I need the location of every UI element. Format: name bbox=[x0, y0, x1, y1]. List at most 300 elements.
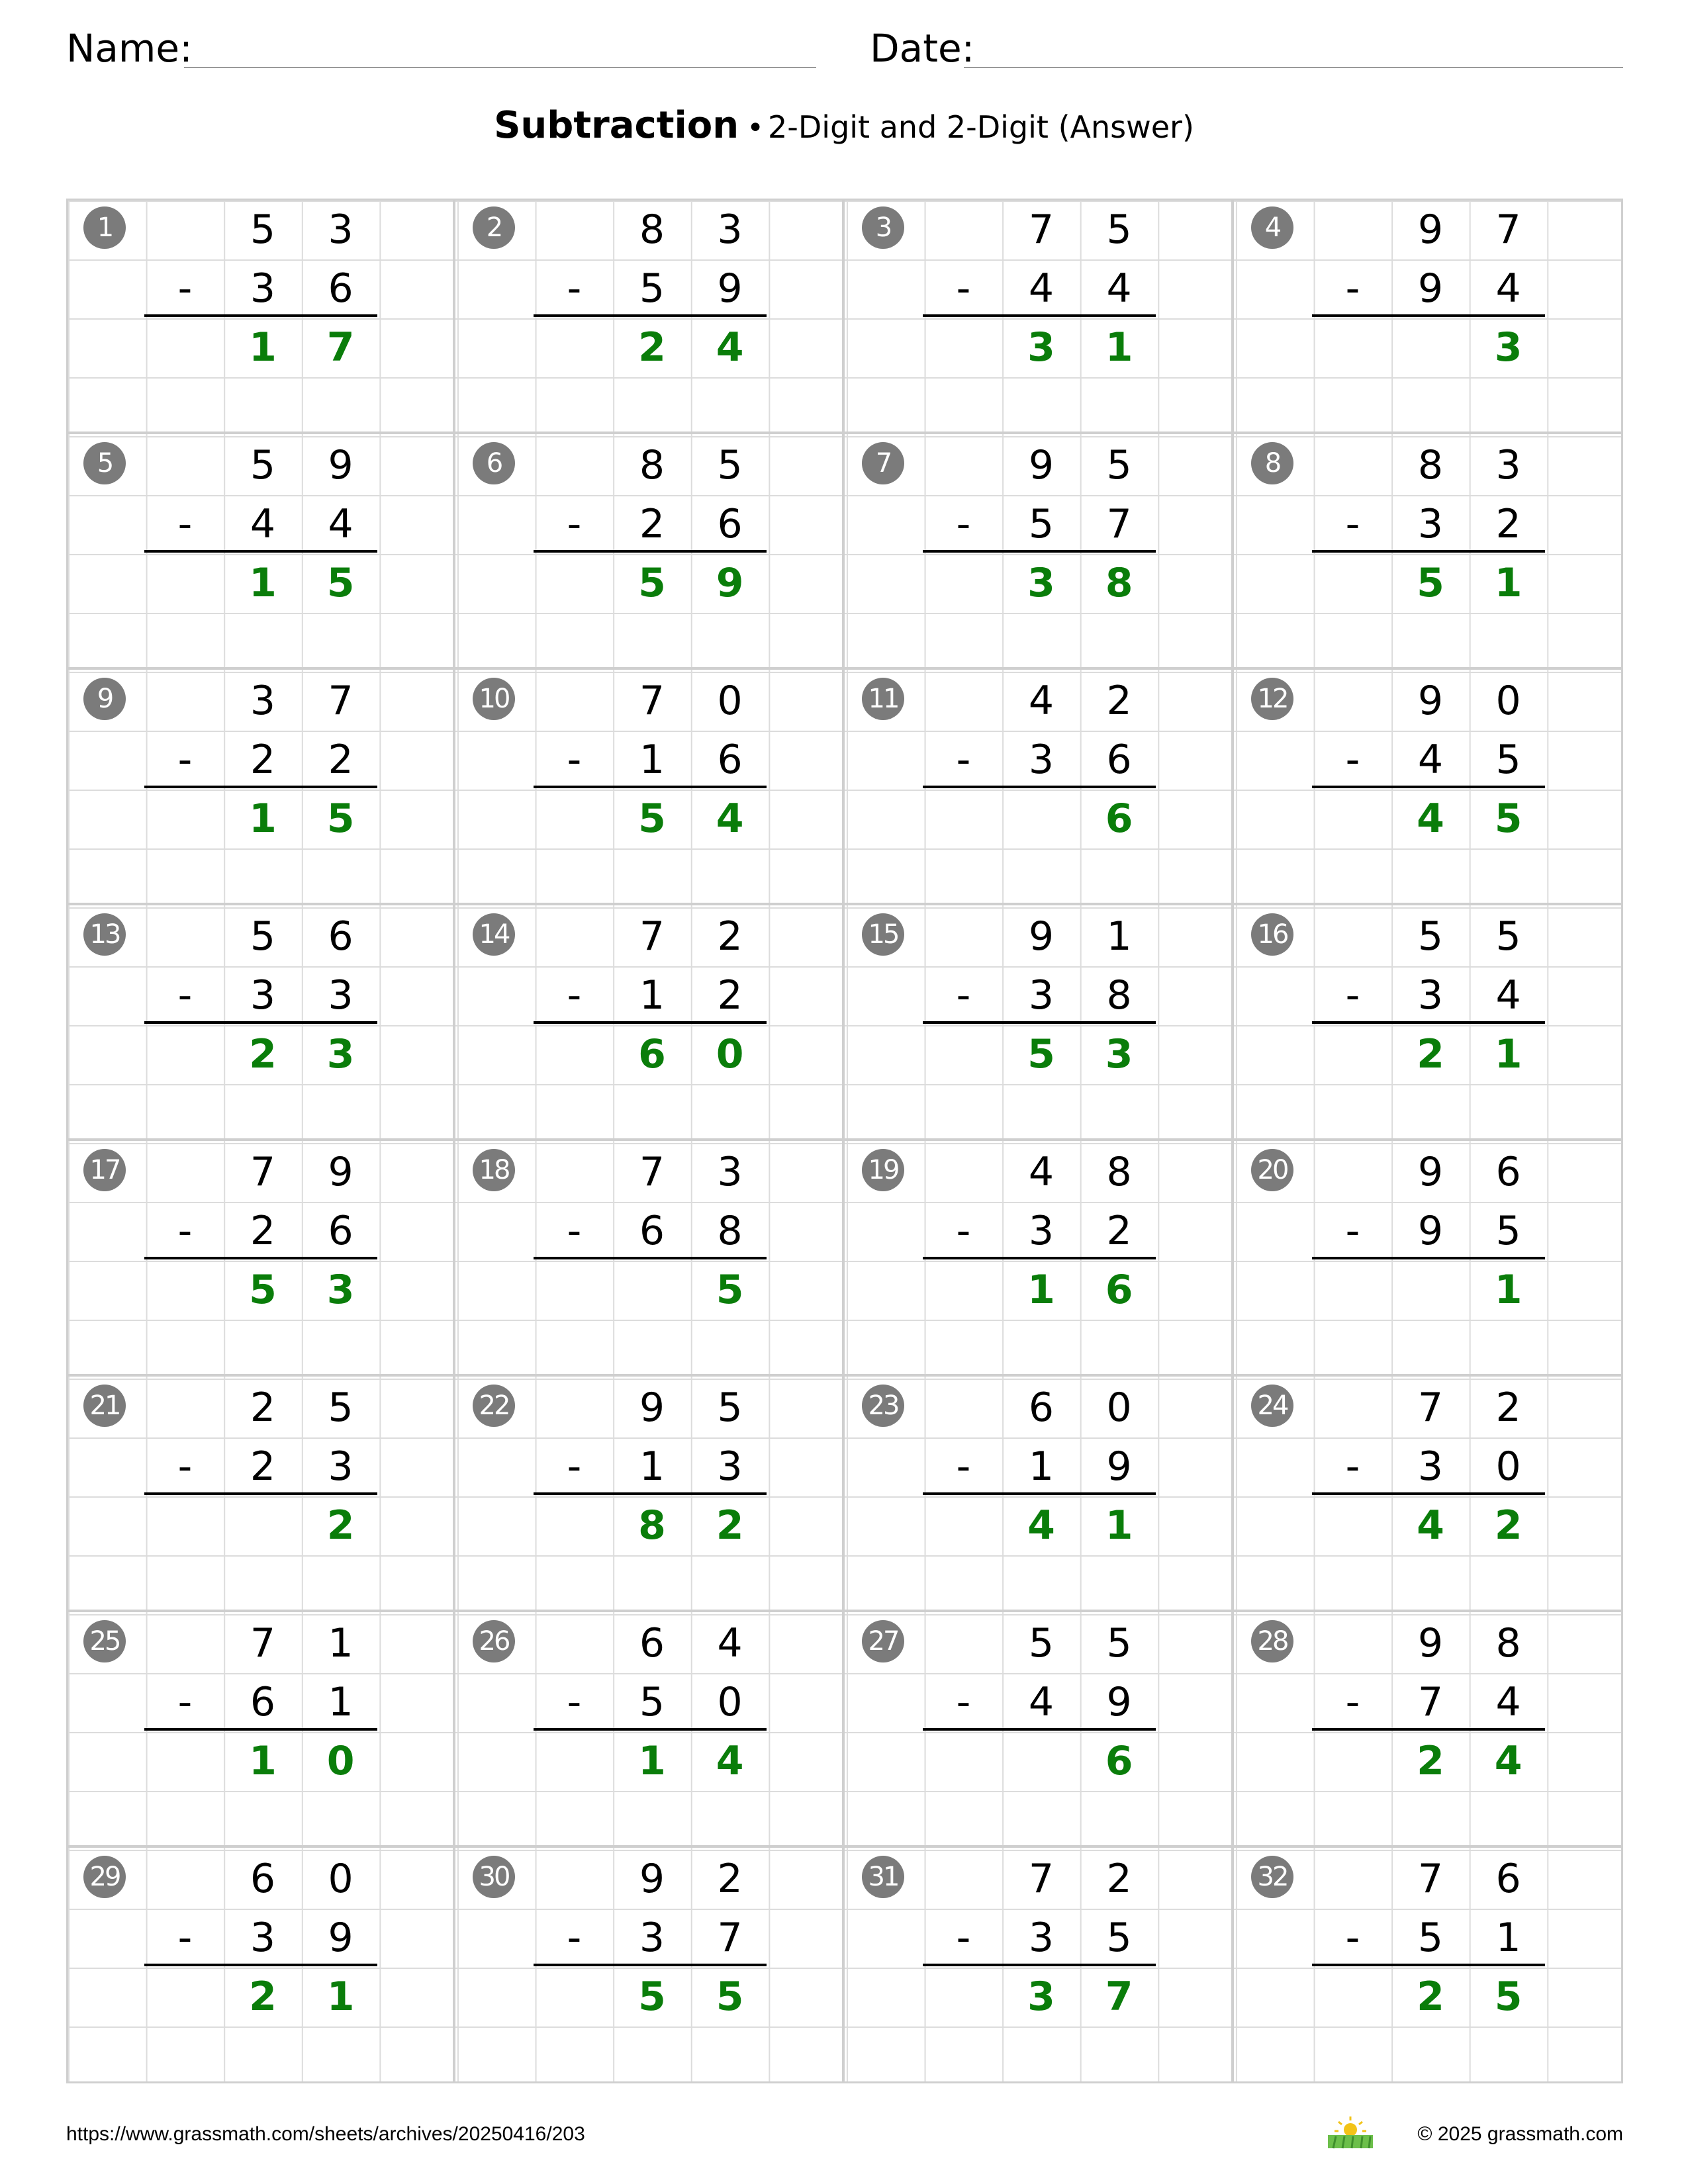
answer-rule bbox=[923, 786, 1156, 788]
subtrahend-tens: 2 bbox=[250, 1208, 276, 1254]
footer-copyright: © 2025 grassmath.com bbox=[1417, 2123, 1623, 2145]
problem-8 bbox=[1234, 434, 1623, 670]
problem-31 bbox=[845, 1848, 1234, 2083]
answer-rule bbox=[144, 1964, 378, 1966]
minuend-ones: 2 bbox=[1106, 1856, 1132, 1902]
minus-sign: - bbox=[177, 1679, 193, 1725]
minuend-ones: 5 bbox=[717, 442, 743, 488]
problem-number-badge: 17 bbox=[83, 1149, 126, 1191]
subtrahend-ones: 3 bbox=[717, 1443, 743, 1490]
answer-ones[interactable]: 3 bbox=[326, 1267, 355, 1313]
minuend-ones: 0 bbox=[1495, 678, 1521, 724]
subtrahend-tens: 1 bbox=[639, 1443, 665, 1490]
minus-sign: - bbox=[567, 737, 582, 783]
minuend-tens: 3 bbox=[250, 678, 276, 724]
minuend-tens: 5 bbox=[250, 442, 276, 488]
problem-25 bbox=[66, 1612, 455, 1848]
minus-sign: - bbox=[177, 265, 193, 312]
sun-over-grass-icon bbox=[1327, 2114, 1374, 2150]
title-separator: • bbox=[747, 111, 765, 145]
problem-21 bbox=[66, 1377, 455, 1612]
minus-sign: - bbox=[1345, 501, 1360, 547]
minus-sign: - bbox=[177, 1915, 193, 1961]
problem-28 bbox=[1234, 1612, 1623, 1848]
minuend-ones: 5 bbox=[1106, 1620, 1132, 1666]
answer-rule bbox=[1312, 550, 1546, 553]
problem-32 bbox=[1234, 1848, 1623, 2083]
answer-tens[interactable]: 8 bbox=[638, 1502, 666, 1549]
subtrahend-ones: 4 bbox=[1106, 265, 1132, 312]
problem-1 bbox=[66, 199, 455, 434]
answer-tens[interactable]: 4 bbox=[1417, 796, 1444, 842]
minus-sign: - bbox=[1345, 737, 1360, 783]
problem-7 bbox=[845, 434, 1234, 670]
subtrahend-ones: 6 bbox=[1106, 737, 1132, 783]
subtrahend-tens: 2 bbox=[639, 501, 665, 547]
subtrahend-tens: 3 bbox=[1028, 737, 1055, 783]
minuend-tens: 5 bbox=[250, 206, 276, 253]
problem-number-badge: 8 bbox=[1251, 442, 1293, 484]
subtrahend-ones: 7 bbox=[717, 1915, 743, 1961]
minuend-tens: 9 bbox=[639, 1856, 665, 1902]
problem-6 bbox=[455, 434, 845, 670]
subtrahend-ones: 2 bbox=[717, 972, 743, 1019]
problem-23 bbox=[845, 1377, 1234, 1612]
answer-rule bbox=[923, 1021, 1156, 1024]
answer-ones[interactable]: 2 bbox=[1494, 1502, 1523, 1549]
answer-tens[interactable]: 4 bbox=[1417, 1502, 1444, 1549]
minus-sign: - bbox=[177, 972, 193, 1019]
minus-sign: - bbox=[1345, 972, 1360, 1019]
minuend-tens: 6 bbox=[1028, 1385, 1055, 1431]
problem-19 bbox=[845, 1141, 1234, 1377]
subtrahend-ones: 9 bbox=[1106, 1679, 1132, 1725]
minus-sign: - bbox=[177, 1443, 193, 1490]
minuend-tens: 7 bbox=[639, 913, 665, 960]
answer-ones[interactable]: 2 bbox=[716, 1502, 744, 1549]
minuend-ones: 3 bbox=[328, 206, 353, 253]
minuend-ones: 0 bbox=[717, 678, 743, 724]
minuend-ones: 1 bbox=[328, 1620, 353, 1666]
subtrahend-tens: 3 bbox=[1417, 1443, 1444, 1490]
minuend-ones: 2 bbox=[717, 913, 743, 960]
answer-rule bbox=[534, 1492, 767, 1495]
problem-number-badge: 29 bbox=[83, 1856, 126, 1898]
answer-tens[interactable] bbox=[1391, 318, 1470, 377]
subtrahend-ones: 1 bbox=[1495, 1915, 1521, 1961]
problem-number-badge: 9 bbox=[83, 678, 126, 720]
problem-number-badge: 15 bbox=[862, 913, 904, 956]
answer-ones[interactable]: 3 bbox=[1105, 1031, 1133, 1077]
subtrahend-ones: 3 bbox=[328, 1443, 353, 1490]
subtrahend-ones: 8 bbox=[717, 1208, 743, 1254]
answer-rule bbox=[923, 314, 1156, 317]
answer-ones[interactable]: 5 bbox=[1494, 796, 1523, 842]
name-line[interactable] bbox=[184, 67, 816, 68]
answer-ones[interactable]: 7 bbox=[1105, 1974, 1133, 2020]
answer-tens[interactable]: 2 bbox=[249, 1974, 277, 2020]
answer-rule bbox=[144, 1257, 378, 1259]
minuend-tens: 5 bbox=[1028, 1620, 1055, 1666]
minuend-tens: 8 bbox=[639, 442, 665, 488]
answer-rule bbox=[144, 1492, 378, 1495]
date-label: Date: bbox=[870, 26, 975, 71]
answer-rule bbox=[534, 1257, 767, 1259]
problem-13 bbox=[66, 905, 455, 1141]
answer-ones[interactable]: 6 bbox=[1105, 796, 1133, 842]
problem-number-badge: 26 bbox=[473, 1620, 515, 1662]
answer-rule bbox=[144, 550, 378, 553]
answer-ones[interactable]: 1 bbox=[1105, 1502, 1133, 1549]
subtrahend-ones: 6 bbox=[328, 265, 353, 312]
subtrahend-ones: 6 bbox=[328, 1208, 353, 1254]
problem-number-badge: 32 bbox=[1251, 1856, 1293, 1898]
minuend-ones: 7 bbox=[328, 678, 353, 724]
minus-sign: - bbox=[956, 1208, 971, 1254]
subtrahend-ones: 4 bbox=[1495, 1679, 1521, 1725]
subtrahend-tens: 9 bbox=[1417, 1208, 1444, 1254]
subtrahend-tens: 4 bbox=[1417, 737, 1444, 783]
problem-29 bbox=[66, 1848, 455, 2083]
subtrahend-ones: 3 bbox=[328, 972, 353, 1019]
answer-rule bbox=[144, 1728, 378, 1731]
answer-tens[interactable]: 1 bbox=[249, 560, 277, 606]
problem-number-badge: 30 bbox=[473, 1856, 515, 1898]
footer-url[interactable]: https://www.grassmath.com/sheets/archives/20250416/203 bbox=[66, 2123, 585, 2145]
minus-sign: - bbox=[567, 1443, 582, 1490]
answer-ones[interactable]: 6 bbox=[1105, 1738, 1133, 1784]
minus-sign: - bbox=[567, 1915, 582, 1961]
subtrahend-ones: 5 bbox=[1106, 1915, 1132, 1961]
answer-rule bbox=[923, 1964, 1156, 1966]
subtrahend-tens: 3 bbox=[1028, 1915, 1055, 1961]
minus-sign: - bbox=[177, 1208, 193, 1254]
minuend-tens: 4 bbox=[1028, 1149, 1055, 1195]
problem-number-badge: 18 bbox=[473, 1149, 515, 1191]
answer-ones[interactable]: 3 bbox=[1494, 324, 1523, 371]
name-label: Name: bbox=[66, 26, 193, 71]
problem-number-badge: 28 bbox=[1251, 1620, 1293, 1662]
subtrahend-tens: 3 bbox=[1417, 501, 1444, 547]
minuend-tens: 5 bbox=[250, 913, 276, 960]
answer-ones[interactable]: 5 bbox=[1494, 1974, 1523, 2020]
answer-rule bbox=[1312, 1492, 1546, 1495]
answer-rule bbox=[534, 550, 767, 553]
answer-rule bbox=[923, 1492, 1156, 1495]
minus-sign: - bbox=[567, 1208, 582, 1254]
answer-tens[interactable]: 1 bbox=[1027, 1267, 1055, 1313]
minuend-ones: 3 bbox=[717, 1149, 743, 1195]
problem-24 bbox=[1234, 1377, 1623, 1612]
answer-ones[interactable]: 1 bbox=[1494, 1267, 1523, 1313]
answer-tens[interactable]: 2 bbox=[1417, 1738, 1444, 1784]
minus-sign: - bbox=[1345, 1208, 1360, 1254]
problem-number-badge: 2 bbox=[473, 206, 515, 249]
minus-sign: - bbox=[956, 1679, 971, 1725]
answer-tens[interactable]: 5 bbox=[638, 560, 666, 606]
problem-number-badge: 25 bbox=[83, 1620, 126, 1662]
answer-rule bbox=[923, 1728, 1156, 1731]
problem-26 bbox=[455, 1612, 845, 1848]
minuend-ones: 2 bbox=[717, 1856, 743, 1902]
answer-rule bbox=[534, 1021, 767, 1024]
subtrahend-tens: 1 bbox=[639, 737, 665, 783]
minuend-tens: 7 bbox=[639, 678, 665, 724]
answer-ones[interactable]: 3 bbox=[326, 1031, 355, 1077]
answer-ones[interactable]: 5 bbox=[716, 1974, 744, 2020]
answer-tens[interactable]: 3 bbox=[1027, 560, 1055, 606]
minuend-tens: 6 bbox=[639, 1620, 665, 1666]
subtrahend-tens: 9 bbox=[1417, 265, 1444, 312]
answer-tens[interactable]: 1 bbox=[249, 324, 277, 371]
answer-ones[interactable]: 4 bbox=[1494, 1738, 1523, 1784]
minus-sign: - bbox=[177, 501, 193, 547]
problem-22 bbox=[455, 1377, 845, 1612]
subtrahend-tens: 7 bbox=[1417, 1679, 1444, 1725]
answer-rule bbox=[534, 314, 767, 317]
subtrahend-ones: 9 bbox=[1106, 1443, 1132, 1490]
problem-18 bbox=[455, 1141, 845, 1377]
problem-2 bbox=[455, 199, 845, 434]
problem-number-badge: 24 bbox=[1251, 1385, 1293, 1427]
answer-tens[interactable]: 2 bbox=[638, 324, 666, 371]
answer-tens[interactable] bbox=[1391, 1261, 1470, 1320]
problem-17 bbox=[66, 1141, 455, 1377]
subtrahend-ones: 6 bbox=[717, 501, 743, 547]
problem-16 bbox=[1234, 905, 1623, 1141]
answer-tens[interactable] bbox=[1002, 790, 1080, 848]
minuend-tens: 9 bbox=[1417, 1149, 1444, 1195]
minuend-tens: 9 bbox=[639, 1385, 665, 1431]
minuend-ones: 6 bbox=[328, 913, 353, 960]
minuend-ones: 5 bbox=[717, 1385, 743, 1431]
problem-number-badge: 13 bbox=[83, 913, 126, 956]
answer-rule bbox=[144, 1021, 378, 1024]
problem-11 bbox=[845, 670, 1234, 905]
problem-number-badge: 11 bbox=[862, 678, 904, 720]
answer-rule bbox=[144, 786, 378, 788]
answer-ones[interactable]: 0 bbox=[326, 1738, 355, 1784]
subtrahend-tens: 3 bbox=[250, 265, 276, 312]
minuend-ones: 0 bbox=[328, 1856, 353, 1902]
minuend-ones: 7 bbox=[1495, 206, 1521, 253]
problem-12 bbox=[1234, 670, 1623, 905]
minus-sign: - bbox=[1345, 1443, 1360, 1490]
answer-rule bbox=[534, 1964, 767, 1966]
answer-tens[interactable]: 2 bbox=[1417, 1031, 1444, 1077]
problem-30 bbox=[455, 1848, 845, 2083]
minuend-tens: 9 bbox=[1417, 1620, 1444, 1666]
subtrahend-tens: 5 bbox=[639, 265, 665, 312]
subtrahend-tens: 2 bbox=[250, 737, 276, 783]
subtrahend-tens: 5 bbox=[1028, 501, 1055, 547]
answer-ones[interactable]: 1 bbox=[1494, 560, 1523, 606]
subtrahend-tens: 3 bbox=[1417, 972, 1444, 1019]
subtrahend-ones: 0 bbox=[1495, 1443, 1521, 1490]
answer-ones[interactable]: 9 bbox=[716, 560, 744, 606]
problem-number-badge: 7 bbox=[862, 442, 904, 484]
minuend-tens: 7 bbox=[1028, 206, 1055, 253]
problem-9 bbox=[66, 670, 455, 905]
minus-sign: - bbox=[956, 1915, 971, 1961]
minuend-ones: 5 bbox=[1495, 913, 1521, 960]
problem-10 bbox=[455, 670, 845, 905]
minuend-ones: 6 bbox=[1495, 1856, 1521, 1902]
answer-ones[interactable]: 8 bbox=[1105, 560, 1133, 606]
problem-number-badge: 1 bbox=[83, 206, 126, 249]
minuend-tens: 4 bbox=[1028, 678, 1055, 724]
answer-tens[interactable] bbox=[224, 1496, 302, 1555]
minuend-tens: 7 bbox=[1417, 1856, 1444, 1902]
answer-tens[interactable]: 5 bbox=[638, 1974, 666, 2020]
minuend-tens: 9 bbox=[1028, 913, 1055, 960]
subtrahend-tens: 3 bbox=[1028, 972, 1055, 1019]
minus-sign: - bbox=[956, 972, 971, 1019]
problem-grid bbox=[66, 199, 1623, 2083]
minuend-ones: 4 bbox=[717, 1620, 743, 1666]
answer-tens[interactable] bbox=[613, 1261, 691, 1320]
answer-ones[interactable]: 5 bbox=[716, 1267, 744, 1313]
subtrahend-ones: 1 bbox=[328, 1679, 353, 1725]
answer-tens[interactable]: 3 bbox=[1027, 1974, 1055, 2020]
answer-tens[interactable]: 1 bbox=[249, 796, 277, 842]
problem-number-badge: 22 bbox=[473, 1385, 515, 1427]
minus-sign: - bbox=[567, 265, 582, 312]
problem-number-badge: 27 bbox=[862, 1620, 904, 1662]
minuend-tens: 2 bbox=[250, 1385, 276, 1431]
answer-rule bbox=[1312, 786, 1546, 788]
problem-14 bbox=[455, 905, 845, 1141]
minuend-ones: 5 bbox=[1106, 442, 1132, 488]
answer-ones[interactable]: 6 bbox=[1105, 1267, 1133, 1313]
minus-sign: - bbox=[1345, 265, 1360, 312]
minuend-tens: 9 bbox=[1417, 206, 1444, 253]
subtrahend-tens: 3 bbox=[250, 1915, 276, 1961]
problem-number-badge: 20 bbox=[1251, 1149, 1293, 1191]
minus-sign: - bbox=[1345, 1915, 1360, 1961]
problem-number-badge: 14 bbox=[473, 913, 515, 956]
answer-ones[interactable]: 4 bbox=[716, 796, 744, 842]
problem-number-badge: 5 bbox=[83, 442, 126, 484]
answer-tens[interactable]: 2 bbox=[1417, 1974, 1444, 2020]
minus-sign: - bbox=[956, 737, 971, 783]
minus-sign: - bbox=[956, 501, 971, 547]
minuend-tens: 5 bbox=[1417, 913, 1444, 960]
problem-number-badge: 23 bbox=[862, 1385, 904, 1427]
subtrahend-ones: 0 bbox=[717, 1679, 743, 1725]
minuend-ones: 8 bbox=[1495, 1620, 1521, 1666]
subtrahend-tens: 6 bbox=[250, 1679, 276, 1725]
answer-rule bbox=[534, 1728, 767, 1731]
subtrahend-tens: 1 bbox=[1028, 1443, 1055, 1490]
subtrahend-tens: 5 bbox=[1417, 1915, 1444, 1961]
problem-27 bbox=[845, 1612, 1234, 1848]
subtrahend-tens: 4 bbox=[1028, 1679, 1055, 1725]
subtrahend-tens: 3 bbox=[639, 1915, 665, 1961]
answer-tens[interactable]: 2 bbox=[249, 1031, 277, 1077]
date-line[interactable] bbox=[964, 67, 1623, 68]
subtrahend-tens: 2 bbox=[250, 1443, 276, 1490]
answer-ones[interactable]: 5 bbox=[326, 796, 355, 842]
minuend-tens: 6 bbox=[250, 1856, 276, 1902]
subtrahend-ones: 9 bbox=[328, 1915, 353, 1961]
answer-tens[interactable]: 5 bbox=[1417, 560, 1444, 606]
minuend-ones: 6 bbox=[1495, 1149, 1521, 1195]
answer-tens[interactable]: 1 bbox=[249, 1738, 277, 1784]
problem-number-badge: 12 bbox=[1251, 678, 1293, 720]
problem-number-badge: 31 bbox=[862, 1856, 904, 1898]
answer-ones[interactable]: 2 bbox=[326, 1502, 355, 1549]
answer-tens[interactable]: 4 bbox=[1027, 1502, 1055, 1549]
minuend-tens: 9 bbox=[1028, 442, 1055, 488]
answer-rule bbox=[534, 786, 767, 788]
minuend-tens: 7 bbox=[250, 1620, 276, 1666]
answer-tens[interactable]: 6 bbox=[638, 1031, 666, 1077]
minuend-tens: 7 bbox=[639, 1149, 665, 1195]
answer-rule bbox=[1312, 1021, 1546, 1024]
minus-sign: - bbox=[567, 1679, 582, 1725]
minuend-tens: 7 bbox=[1028, 1856, 1055, 1902]
problem-5 bbox=[66, 434, 455, 670]
problem-number-badge: 21 bbox=[83, 1385, 126, 1427]
minus-sign: - bbox=[956, 1443, 971, 1490]
answer-ones[interactable]: 1 bbox=[1105, 324, 1133, 371]
subtrahend-ones: 5 bbox=[1495, 737, 1521, 783]
minuend-ones: 5 bbox=[1106, 206, 1132, 253]
problem-number-badge: 3 bbox=[862, 206, 904, 249]
answer-tens[interactable] bbox=[1002, 1732, 1080, 1791]
answer-ones[interactable]: 0 bbox=[716, 1031, 744, 1077]
subtrahend-tens: 1 bbox=[639, 972, 665, 1019]
answer-rule bbox=[1312, 314, 1546, 317]
answer-tens[interactable]: 5 bbox=[638, 796, 666, 842]
minuend-ones: 9 bbox=[328, 1149, 353, 1195]
answer-tens[interactable]: 1 bbox=[638, 1738, 666, 1784]
problem-number-badge: 19 bbox=[862, 1149, 904, 1191]
minuend-ones: 2 bbox=[1106, 678, 1132, 724]
answer-ones[interactable]: 4 bbox=[716, 324, 744, 371]
problem-number-badge: 4 bbox=[1251, 206, 1293, 249]
answer-tens[interactable]: 5 bbox=[1027, 1031, 1055, 1077]
answer-ones[interactable]: 4 bbox=[716, 1738, 744, 1784]
minuend-tens: 8 bbox=[639, 206, 665, 253]
minuend-ones: 8 bbox=[1106, 1149, 1132, 1195]
subtrahend-ones: 4 bbox=[1495, 972, 1521, 1019]
subtrahend-ones: 8 bbox=[1106, 972, 1132, 1019]
answer-ones[interactable]: 1 bbox=[326, 1974, 355, 2020]
minuend-ones: 5 bbox=[328, 1385, 353, 1431]
answer-tens[interactable]: 3 bbox=[1027, 324, 1055, 371]
answer-rule bbox=[1312, 1257, 1546, 1259]
answer-rule bbox=[144, 314, 378, 317]
title-subtitle: 2-Digit and 2-Digit (Answer) bbox=[768, 109, 1194, 145]
answer-ones[interactable]: 1 bbox=[1494, 1031, 1523, 1077]
minus-sign: - bbox=[956, 265, 971, 312]
minus-sign: - bbox=[177, 737, 193, 783]
answer-tens[interactable]: 5 bbox=[249, 1267, 277, 1313]
subtrahend-tens: 6 bbox=[639, 1208, 665, 1254]
subtrahend-ones: 5 bbox=[1495, 1208, 1521, 1254]
answer-rule bbox=[1312, 1964, 1546, 1966]
minuend-tens: 9 bbox=[1417, 678, 1444, 724]
problem-number-badge: 6 bbox=[473, 442, 515, 484]
subtrahend-ones: 2 bbox=[328, 737, 353, 783]
subtrahend-ones: 6 bbox=[717, 737, 743, 783]
answer-ones[interactable]: 5 bbox=[326, 560, 355, 606]
answer-ones[interactable]: 7 bbox=[326, 324, 355, 371]
minuend-ones: 3 bbox=[717, 206, 743, 253]
subtrahend-ones: 4 bbox=[1495, 265, 1521, 312]
